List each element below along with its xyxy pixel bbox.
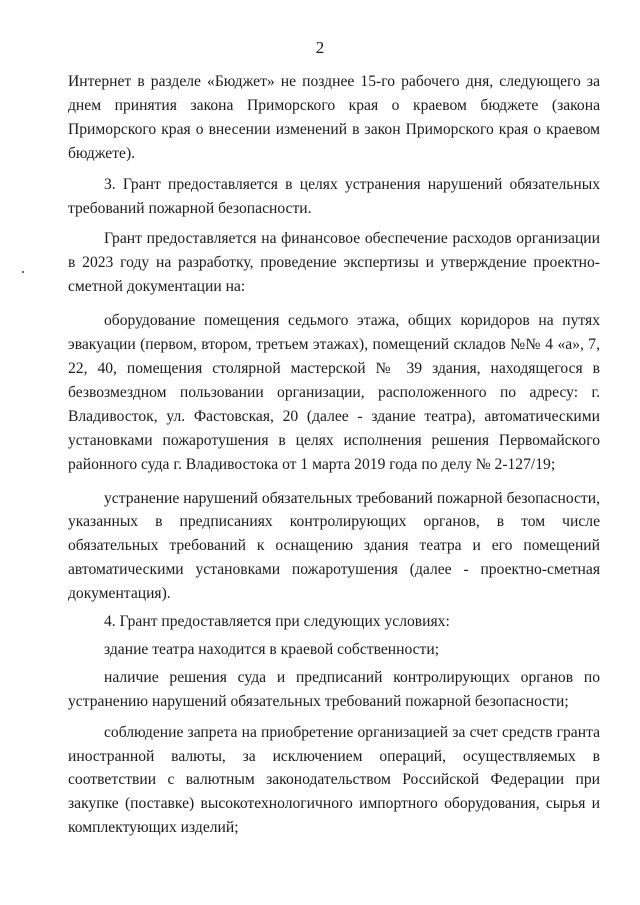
paragraph-clause-4: 4. Грант предоставляется при следующих условиях:	[104, 613, 450, 631]
page-number: 2	[315, 38, 325, 57]
paragraph-grant-purpose: Грант предоставляется на финансовое обеспечение расходов организации в 2023 году на разработку, проведение экспертизы и утверждение проектно-сметной документации на:	[68, 230, 600, 296]
paragraph-condition-currency: соблюдение запрета на приобретение организацией за счет средств гранта иностранной валюты, за исключением операций, осуществляемых в соответствии с валютным законодательством Российской Федерации при закупке (поставке) высокотехнологичного импортного оборудования, сырья и комплектующих изделий;	[68, 723, 600, 837]
paragraph-condition-court: наличие решения суда и предписаний контролирующих органов по устранению нарушений обязательных требований пожарной безопасности;	[68, 668, 600, 710]
paragraph-clause-3: 3. Грант предоставляется в целях устранения нарушений обязательных требований пожарной безопасности.	[68, 175, 600, 217]
margin-dot	[22, 271, 24, 273]
paragraph-violations: устранение нарушений обязательных требований пожарной безопасности, указанных в предписаниях контролирующих органов, в том числе обязательных требований к оснащению здания театра и его помещений автоматическими установками пожаротушения (далее - проектно-сметная документация).	[68, 489, 600, 603]
document-body	[68, 70, 600, 840]
paragraph-equipment: оборудование помещения седьмого этажа, общих коридоров на путях эвакуации (первом, втором, третьем этажах), помещений складов №№ 4 «а», 7, 22, 40, помещения столярной мастерской № 39 здания, находящегося в безвозмездном пользовании организации, расположенного по адресу: г. Владивосток, ул. Фастовская, 20 (далее - здание театра), автоматическими установками пожаротушения в целях исполнения решения Первомайского районного суда г. Владивостока от 1 марта 2019 года по делу № 2-127/19;	[68, 312, 600, 473]
paragraph-continuation: Интернет в разделе «Бюджет» не позднее 15-го рабочего дня, следующего за днем принятия закона Приморского края о краевом бюджете (закона Приморского края о внесении изменений в закон Приморского края о краевом бюджете).	[68, 73, 600, 162]
paragraph-condition-ownership: здание театра находится в краевой собственности;	[104, 640, 440, 658]
